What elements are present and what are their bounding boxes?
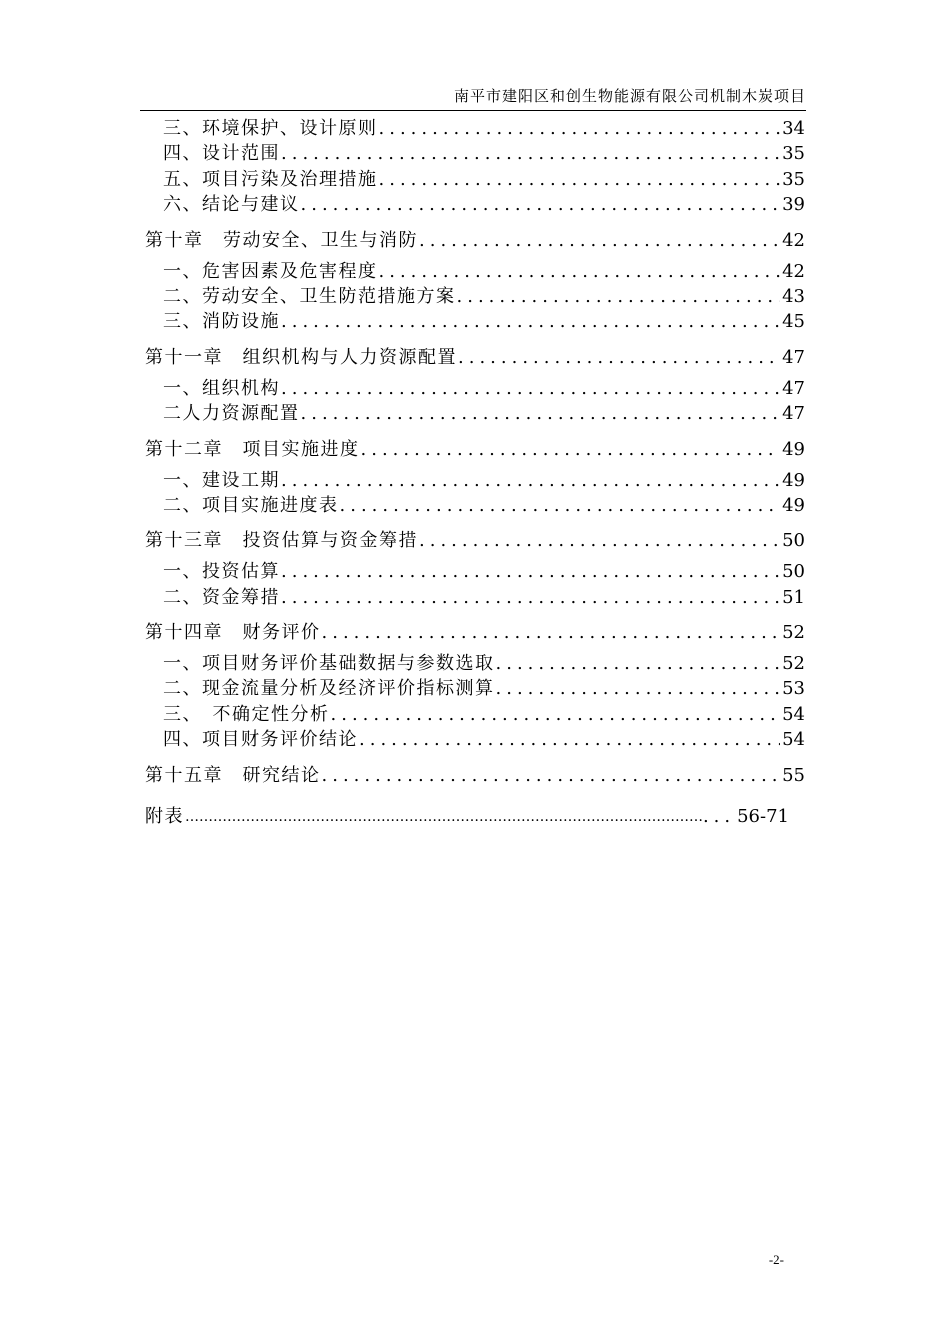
toc-entry-title: 第十五章 研究结论: [145, 764, 321, 786]
toc-chapter-entry[interactable]: [145, 753, 805, 794]
toc-section-entry[interactable]: [145, 167, 805, 192]
toc-dot-leader: [378, 259, 781, 284]
toc-entry-title: 一、项目财务评价基础数据与参数选取: [163, 653, 495, 675]
toc-entry-title: 一、组织机构: [163, 377, 280, 399]
toc-section-entry[interactable]: [145, 259, 805, 284]
toc-dot-leader: [418, 523, 780, 559]
toc-entry-page: 49: [782, 438, 805, 460]
toc-entry-title: 第十章 劳动安全、卫生与消防: [145, 229, 418, 251]
toc-entry-title: 四、项目财务评价结论: [163, 729, 358, 751]
toc-dot-leader: [456, 284, 781, 309]
toc-entry-title: 三、环境保护、设计原则: [163, 117, 378, 139]
toc-dot-leader: [184, 799, 703, 835]
toc-entry-page: 39: [782, 194, 805, 216]
toc-dot-leader: [280, 468, 780, 493]
toc-chapter-entry[interactable]: [145, 610, 805, 651]
toc-dot-leader: [418, 223, 780, 259]
toc-entry-page: 50: [782, 561, 805, 583]
toc-entry-title: 第十一章 组织机构与人力资源配置: [145, 346, 457, 368]
toc-entry-title: 二、现金流量分析及经济评价指标测算: [163, 678, 495, 700]
toc-section-entry[interactable]: [145, 309, 805, 334]
table-of-contents: [145, 116, 805, 835]
toc-entry-page: 35: [782, 168, 805, 190]
toc-dot-leader: [495, 676, 781, 701]
toc-entry-page: 45: [782, 311, 805, 333]
toc-entry-page: 55: [782, 764, 805, 786]
toc-entry-title: 一、危害因素及危害程度: [163, 260, 378, 282]
toc-section-entry[interactable]: [145, 468, 805, 493]
toc-section-entry[interactable]: [145, 727, 805, 752]
toc-section-entry[interactable]: [145, 559, 805, 584]
toc-section-entry[interactable]: [145, 141, 805, 166]
toc-chapter-entry[interactable]: [145, 518, 805, 559]
toc-entry-page: 50: [782, 530, 805, 552]
page-number: -2-: [768, 1252, 784, 1267]
toc-dot-leader: [457, 340, 780, 376]
header-rule: [140, 110, 806, 111]
toc-dot-leader: [360, 432, 781, 468]
toc-entry-page: 49: [782, 469, 805, 491]
toc-entry-title: 三、消防设施: [163, 311, 280, 333]
toc-entry-title: 四、设计范围: [163, 143, 280, 165]
toc-section-entry[interactable]: [145, 651, 805, 676]
toc-dot-leader: [280, 559, 780, 584]
toc-dot-leader: [495, 651, 781, 676]
toc-dot-leader: [280, 141, 780, 166]
toc-entry-page: 56-71: [737, 805, 789, 827]
toc-dot-leader: [280, 585, 780, 610]
toc-chapter-entry[interactable]: [145, 218, 805, 259]
toc-section-entry[interactable]: [145, 192, 805, 217]
toc-dot-leader: [339, 493, 781, 518]
toc-appendix-entry[interactable]: [145, 794, 805, 835]
toc-dot-leader: [378, 167, 781, 192]
toc-entry-title: 一、投资估算: [163, 561, 280, 583]
toc-entry-page: 47: [782, 377, 805, 399]
toc-section-entry[interactable]: [145, 585, 805, 610]
toc-entry-page: 53: [782, 678, 805, 700]
toc-entry-page: 54: [782, 703, 805, 725]
toc-entry-title: 第十二章 项目实施进度: [145, 438, 360, 460]
toc-entry-page: 43: [782, 285, 805, 307]
toc-dot-leader: [330, 702, 781, 727]
toc-entry-page: 52: [782, 622, 805, 644]
toc-chapter-entry[interactable]: [145, 427, 805, 468]
toc-section-entry[interactable]: [145, 284, 805, 309]
toc-entry-page: 47: [782, 346, 805, 368]
toc-section-entry[interactable]: [145, 116, 805, 141]
toc-section-entry[interactable]: [145, 376, 805, 401]
running-header: 南平市建阳区和创生物能源有限公司机制木炭项目: [453, 87, 806, 105]
toc-entry-page: 49: [782, 494, 805, 516]
toc-entry-title: 二、劳动安全、卫生防范措施方案: [163, 285, 456, 307]
toc-section-entry[interactable]: [145, 401, 805, 426]
toc-entry-title: 附表: [145, 805, 184, 827]
toc-entry-page: 51: [782, 586, 805, 608]
toc-entry-page: 42: [782, 260, 805, 282]
toc-entry-title: 一、建设工期: [163, 469, 280, 491]
toc-dot-leader: [378, 116, 781, 141]
toc-dot-leader-tail: ...: [702, 805, 736, 827]
toc-dot-leader: [321, 615, 781, 651]
toc-dot-leader: [280, 376, 780, 401]
toc-entry-title: 二人力资源配置: [163, 403, 300, 425]
toc-dot-leader: [300, 192, 781, 217]
toc-entry-page: 42: [782, 229, 805, 251]
toc-section-entry[interactable]: [145, 493, 805, 518]
toc-dot-leader: [300, 401, 781, 426]
toc-entry-title: 二、项目实施进度表: [163, 494, 339, 516]
toc-section-entry[interactable]: [145, 676, 805, 701]
toc-section-entry[interactable]: [145, 702, 805, 727]
toc-entry-title: 二、资金筹措: [163, 586, 280, 608]
toc-entry-page: 47: [782, 403, 805, 425]
toc-entry-title: 六、结论与建议: [163, 194, 300, 216]
toc-dot-leader: [358, 727, 780, 752]
toc-entry-page: 52: [782, 653, 805, 675]
toc-entry-title: 第十四章 财务评价: [145, 622, 321, 644]
toc-dot-leader: [280, 309, 780, 334]
toc-entry-page: 35: [782, 143, 805, 165]
toc-dot-leader: [321, 758, 781, 794]
toc-entry-title: 五、项目污染及治理措施: [163, 168, 378, 190]
toc-entry-page: 54: [782, 729, 805, 751]
toc-entry-title: 三、 不确定性分析: [163, 703, 330, 725]
toc-chapter-entry[interactable]: [145, 335, 805, 376]
toc-entry-page: 34: [782, 117, 805, 139]
toc-entry-title: 第十三章 投资估算与资金筹措: [145, 530, 418, 552]
